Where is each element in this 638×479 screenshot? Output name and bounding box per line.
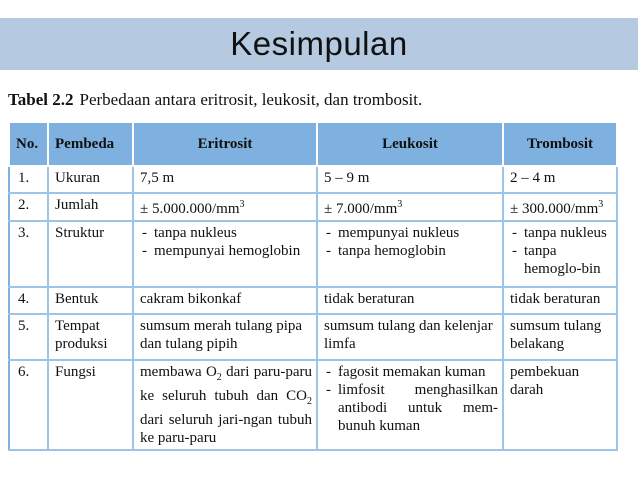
table-row — [9, 166, 617, 193]
cell-no: 1. — [9, 166, 48, 193]
cell-no: 6. — [9, 360, 48, 450]
header-trombosit: Trombosit — [503, 122, 617, 166]
cell-text: ± 7.000/mm — [324, 201, 398, 217]
table-row — [9, 221, 617, 287]
cell-pembeda: Bentuk — [48, 287, 133, 314]
cell-pembeda: Struktur — [48, 221, 133, 287]
cell-eritrosit — [133, 193, 317, 221]
cell-trombosit: 2 – 4 m — [503, 166, 617, 193]
list-item: - tanpa hemoglobin — [324, 242, 498, 260]
cell-trombosit — [503, 193, 617, 221]
list-item: - mempunyai nukleus — [324, 224, 498, 242]
header-no: No. — [9, 122, 48, 166]
bullet-list — [324, 224, 498, 260]
cell-leukosit: sumsum tulang dan kelenjar limfa — [317, 314, 503, 360]
cell-leukosit — [317, 221, 503, 287]
bullet-list — [510, 224, 612, 278]
header-leukosit: Leukosit — [317, 122, 503, 166]
cell-no: 3. — [9, 221, 48, 287]
slide-title: Kesimpulan — [230, 25, 408, 62]
superscript: 3 — [397, 199, 403, 210]
cell-leukosit: tidak beraturan — [317, 287, 503, 314]
cell-eritrosit — [133, 360, 317, 450]
cell-leukosit: 5 – 9 m — [317, 166, 503, 193]
subscript: 2 — [216, 372, 222, 383]
cell-eritrosit: cakram bikonkaf — [133, 287, 317, 314]
cell-pembeda: Jumlah — [48, 193, 133, 221]
list-item: - fagosit memakan kuman — [324, 363, 498, 381]
subscript: 2 — [307, 396, 312, 407]
cell-trombosit: tidak beraturan — [503, 287, 617, 314]
table-row — [9, 287, 617, 314]
cell-text: ± 300.000/mm — [510, 201, 599, 217]
cell-trombosit: sumsum tulang belakang — [503, 314, 617, 360]
cell-trombosit — [503, 221, 617, 287]
cell-text: dari paru-paru ke seluruh tubuh dan CO — [140, 364, 312, 404]
list-item: - limfosit menghasilkan antibodi untuk mem-bunuh kuman — [324, 381, 498, 435]
cell-trombosit: pembekuan darah — [503, 360, 617, 450]
table-row — [9, 193, 617, 221]
cell-eritrosit: 7,5 m — [133, 166, 317, 193]
cell-pembeda: Tempat produksi — [48, 314, 133, 360]
cell-eritrosit — [133, 221, 317, 287]
caption-label: Tabel 2.2 — [8, 90, 74, 109]
header-eritrosit: Eritrosit — [133, 122, 317, 166]
bullet-list — [324, 363, 498, 435]
cell-no: 4. — [9, 287, 48, 314]
bullet-list — [140, 224, 312, 260]
cell-text: membawa O — [140, 364, 217, 380]
cell-text: ± 5.000.000/mm — [140, 201, 240, 217]
cell-pembeda: Ukuran — [48, 166, 133, 193]
cell-no: 5. — [9, 314, 48, 360]
cell-text: dari seluruh jari-ngan tubuh ke paru-paru — [140, 412, 312, 446]
table-row — [9, 314, 617, 360]
superscript: 3 — [598, 199, 604, 210]
cell-no: 2. — [9, 193, 48, 221]
superscript: 3 — [239, 199, 245, 210]
cell-eritrosit: sumsum merah tulang pipa dan tulang pipih — [133, 314, 317, 360]
list-item: - mempunyai hemoglobin — [140, 242, 312, 260]
cell-leukosit — [317, 193, 503, 221]
comparison-table — [8, 121, 618, 451]
cell-leukosit — [317, 360, 503, 450]
table-header-row — [9, 122, 617, 166]
title-band — [0, 18, 638, 70]
table-caption — [8, 90, 422, 110]
list-item: - tanpa nukleus — [510, 224, 612, 242]
header-pembeda: Pembeda — [48, 122, 133, 166]
caption-text: Perbedaan antara eritrosit, leukosit, dan trombosit. — [79, 90, 423, 109]
cell-pembeda: Fungsi — [48, 360, 133, 450]
list-item: - tanpa hemoglo-bin — [510, 242, 612, 278]
list-item: - tanpa nukleus — [140, 224, 312, 242]
table-row — [9, 360, 617, 450]
